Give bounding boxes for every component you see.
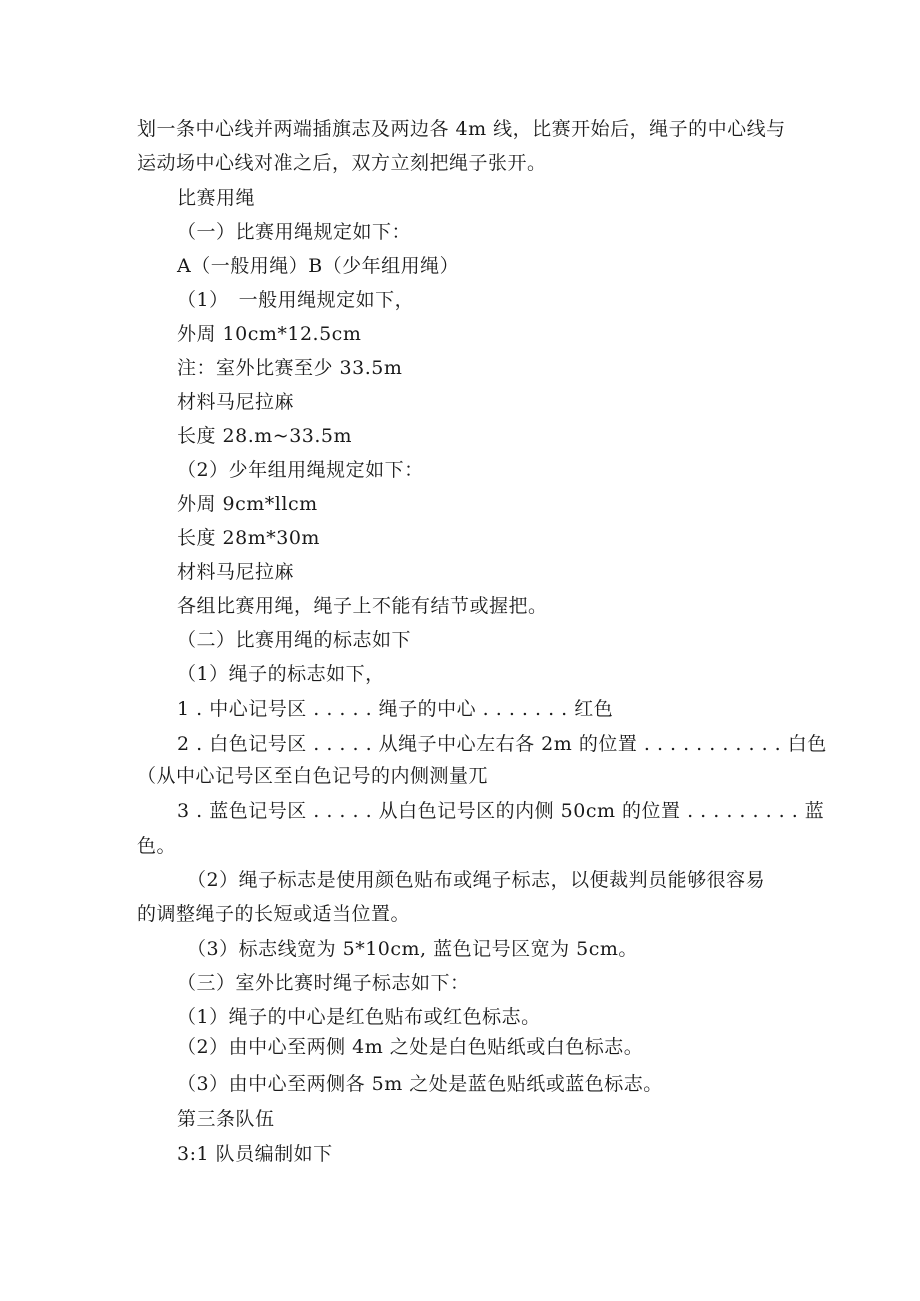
paragraph-line: （一）比赛用绳规定如下：	[177, 221, 412, 243]
paragraph-line: （2）少年组用绳规定如下：	[177, 459, 424, 481]
paragraph-line: 3 . 蓝色记号区 . . . . . 从白色记号区的内侧 50cm 的位置 . . . . . . . . . 蓝	[177, 800, 825, 822]
paragraph-line: 长度 28.m~33.5m	[177, 425, 353, 447]
paragraph-line: （3）由中心至两侧各 5m 之处是蓝色贴纸或蓝色标志。	[177, 1073, 663, 1095]
section-heading: 第三条队伍	[177, 1108, 275, 1130]
paragraph-line: A（一般用绳）B（少年组用绳）	[177, 255, 460, 277]
section-heading: 比赛用绳	[177, 187, 256, 209]
paragraph-line: （从中心记号区至白色记号的内侧测量兀	[137, 765, 489, 787]
paragraph-line: 材料马尼拉麻	[177, 391, 295, 413]
paragraph-line: 各组比赛用绳，绳子上不能有结节或握把。	[177, 595, 548, 617]
paragraph-line: （二）比赛用绳的标志如下	[177, 629, 412, 651]
paragraph-line: （1）绳子的标志如下，	[177, 663, 385, 685]
paragraph-line: （1）绳子的中心是红色贴布或红色标志。	[177, 1006, 541, 1028]
paragraph-line: （三）室外比赛时绳子标志如下：	[177, 972, 470, 994]
paragraph-line: 外周 10cm*12.5cm	[177, 323, 362, 345]
paragraph-line: 注：室外比赛至少 33.5m	[177, 357, 403, 379]
paragraph-line: 外周 9cm*llcm	[177, 493, 318, 515]
paragraph-line: （1） 一般用绳规定如下，	[177, 289, 415, 311]
paragraph-line: （2）由中心至两侧 4m 之处是白色贴纸或白色标志。	[177, 1036, 644, 1058]
paragraph-line: 3:1 队员编制如下	[177, 1143, 333, 1165]
paragraph-line: 长度 28m*30m	[177, 527, 320, 549]
paragraph-line: 2 . 白色记号区 . . . . . 从绳子中心左右各 2m 的位置 . . . . . . . . . . . 白色	[177, 733, 827, 755]
paragraph-line: 的调整绳子的长短或适当位置。	[137, 903, 411, 925]
paragraph-line: 运动场中心线对准之后，双方立刻把绳子张开。	[137, 152, 547, 174]
paragraph-line: （2）绳子标志是使用颜色贴布或绳子标志，以便裁判员能够很容易	[187, 869, 766, 891]
paragraph-line: 材料马尼拉麻	[177, 561, 295, 583]
paragraph-line: （3）标志线宽为 5*10cm, 蓝色记号区宽为 5cm。	[187, 938, 638, 960]
paragraph-line: 划一条中心线并两端插旗志及两边各 4m 线，比赛开始后，绳子的中心线与	[137, 118, 786, 140]
paragraph-line: 1 . 中心记号区 . . . . . 绳子的中心 . . . . . . . 红色	[177, 698, 614, 720]
paragraph-line: 色。	[137, 835, 177, 857]
